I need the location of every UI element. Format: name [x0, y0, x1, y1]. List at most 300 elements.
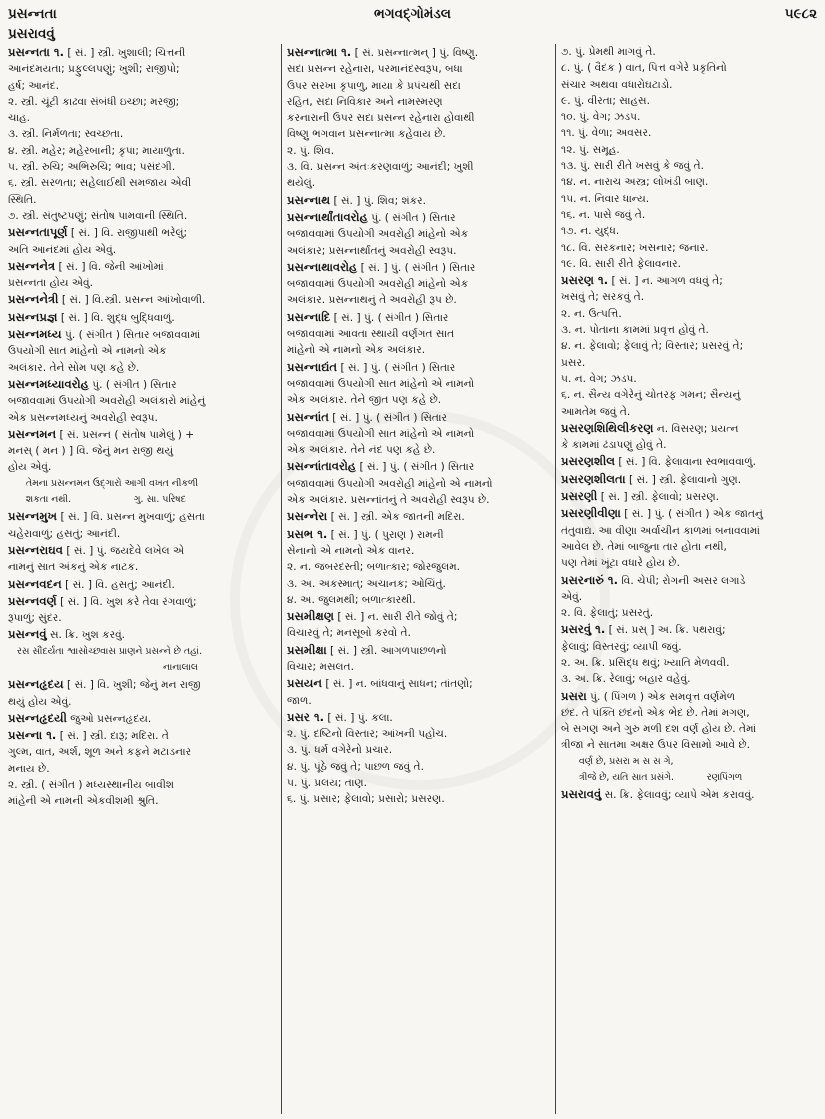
- headword: પ્રસન્નાથાવરોહ: [287, 259, 358, 274]
- entry-text: ૧૩. પું. સારી રીતે ખસવું કે જવું તે.: [561, 160, 705, 173]
- entry-text: પ્રસર.: [561, 356, 586, 369]
- entry-text: આવેલ છે. તેમાં બાજુના તાર હોતા નથી,: [561, 540, 727, 553]
- entry-text: હર્ષ; આનંદ.: [8, 79, 60, 92]
- entry-text: [ સં. ] પું. ( સંગીત ) એક જાતનું: [620, 508, 763, 521]
- headword: પ્રસન્નાદિ: [287, 309, 331, 324]
- headword: પ્રસન્નાત્મા ૧.: [287, 45, 352, 59]
- definition-line: [561, 523, 817, 539]
- definition-line: [287, 492, 549, 508]
- entry-text: ૪. પું. પૂંઠે જવું તે; પાછળ જવું તે.: [287, 760, 424, 773]
- entry-text: [ સં. ] સ્ત્રી. ફેલાવાનો ગુણ.: [625, 473, 742, 486]
- definition-line: [287, 175, 549, 191]
- entry-text: કે કામમાં ઢંડાપણું હોવું તે.: [561, 439, 667, 452]
- entry-text: [ સં. પ્રસન્ન ( સંતોષ પામેલું ) +: [56, 428, 195, 441]
- entry-headword-line: [287, 709, 549, 726]
- entry-text: વિચારવું તે; મનસૂબો કરવો તે.: [287, 627, 411, 640]
- definition-line: [8, 761, 277, 777]
- entry-text: થયેલું.: [287, 177, 316, 190]
- entry-text: ફેલાવું; વિસ્તરવું; વ્યાપી જવું.: [561, 640, 682, 653]
- entry-headword-line: [561, 505, 817, 522]
- definition-line: [287, 326, 549, 342]
- entry-text: ઉપયોગી સાત માંહેનો એ નામનો એક: [8, 345, 167, 358]
- entry-text: [ સં. ] પું. કલા.: [324, 711, 393, 724]
- entry-text: બે સગણ અને ગુરુ મળી દશ વર્ણ હોય છે. તેમાં: [561, 723, 757, 736]
- entry-text: ૩. વિ. પ્રસન્ન અંતઃકરણવાળું; આનંદી; ખુશી: [287, 161, 474, 174]
- entry-text: આમતેમ જવું તે.: [561, 405, 631, 418]
- entry-text: ૭. સ્ત્રી. સંતુષ્ટપણું; સંતોષ પામવાની સ્થિતિ.: [8, 209, 188, 222]
- entry-text: બજાવવામાં ઉપયોગી અવરોહી માંહેનો એક: [287, 228, 469, 241]
- headword: પ્રસન્નાંતાવરોહ: [287, 459, 357, 474]
- headword: પ્રસરણશિથિલીકરણ: [561, 420, 654, 435]
- definition-line: [287, 226, 549, 242]
- headword: પ્રસભ ૧.: [287, 526, 328, 541]
- definition-line: [8, 526, 277, 542]
- entry-text: [ સં. ] સ્ત્રી. દારૂ; મદિરા. તે: [56, 730, 169, 743]
- definition-line: [8, 610, 277, 626]
- entry-text: [ સં. ] પું. જયદેવે લખેલ એ: [63, 544, 185, 557]
- definition-line: [287, 243, 549, 259]
- definition-line: [287, 543, 549, 559]
- definition-line: [561, 289, 817, 305]
- entry-text: રસ સૌંદર્યતા શ્વાસોચ્છ્વાસ પ્રાણને પ્રસન્ને છે તહાં.: [8, 645, 203, 657]
- headword: પ્રસન્નહૃદય: [8, 677, 64, 692]
- page-number: ૫૯૮૨: [784, 6, 817, 22]
- entry-text: ૧૭. ન. યુદ્ધ.: [561, 225, 620, 238]
- definition-line: [8, 159, 277, 175]
- definition-line: [561, 174, 817, 190]
- entry-headword-line: [287, 309, 549, 326]
- entry-text: નામનું સાત અંકનું એક નાટક.: [8, 561, 139, 574]
- entry-text: [ સં. ] વિ. રાજીપાથી ભરેલું;: [67, 227, 188, 240]
- definition-line: [561, 555, 817, 571]
- definition-line: [561, 109, 817, 125]
- definition-line: [561, 322, 817, 338]
- entry-headword-line: [8, 258, 277, 275]
- definition-line: [561, 671, 817, 687]
- headword: પ્રસન્નમધ્યાવરોહ: [8, 376, 89, 391]
- entry-headword-line: [8, 626, 277, 643]
- definition-line: [561, 207, 817, 223]
- headword: પ્રસર ૧.: [287, 709, 325, 724]
- entry-headword-line: [8, 426, 277, 443]
- entry-headword-line: [287, 192, 549, 209]
- entry-headword-line: [287, 675, 549, 692]
- entry-text: છંદ. તે પંક્તિ છંદનો એક ભેદ છે. તેમાં મગણ,: [561, 706, 750, 719]
- entry-text: [ સં. ] પું. શિવ; શંકર.: [330, 194, 426, 207]
- entry-text: વિષ્ણુ ભગવાન પ્રસન્નાત્મા કહેવાય છે.: [287, 128, 446, 141]
- headword: પ્રસન્નેરા: [287, 509, 328, 524]
- entry-text: ૧૦. પું. વેગ; ઝડપ.: [561, 111, 641, 124]
- entry-headword-line: [8, 376, 277, 393]
- entry-text: ૧૨. પું. સમૂહ.: [561, 143, 620, 156]
- entry-text: એક અલંકાર. તેને નંદ પણ કહે છે.: [287, 444, 436, 457]
- entry-text: [ સં. ] પું. ( સંગીત ) સિતાર: [356, 461, 475, 474]
- entry-text: પ્રસન્નતા હોય એવું.: [8, 277, 94, 290]
- entry-headword-line: [287, 44, 549, 61]
- definition-line: [287, 759, 549, 775]
- entry-text: ત્રીજા ને સાતમા અક્ષર ઉપર વિસામો આવે છે.: [561, 739, 751, 752]
- entry-headword-line: [287, 526, 549, 543]
- entry-text: ૨. અ. ક્રિ. પ્રસિદ્ધ થવું; ખ્યાતિ મેળવવી.: [561, 656, 730, 669]
- entry-text: વિચાર; મસલત.: [287, 660, 354, 673]
- entry-headword-line: [8, 508, 277, 525]
- entry-headword-line: [287, 209, 549, 226]
- definition-line: [287, 426, 549, 442]
- definition-line: [8, 242, 277, 258]
- entry-headword-line: [8, 291, 277, 308]
- headword: પ્રસન્નાદ્યંત: [287, 359, 338, 374]
- entry-text: તંતુવાદ્ય. આ વીણા અર્વાચીન કાળમાં બનાવવામાં: [561, 524, 760, 537]
- entry-text: [ સં. ] વિ. ખુશી; જેનું મન રાજી: [63, 679, 201, 692]
- entry-text: ૩. પું. ધર્મ વગેરેનો પ્રચાર.: [287, 744, 393, 757]
- entry-headword-line: [287, 458, 549, 475]
- entry-headword-line: [8, 576, 277, 593]
- entry-headword-line: [8, 727, 277, 744]
- headword: પ્રસન્નતાપૂર્ણ: [8, 225, 68, 240]
- definition-line: [287, 61, 549, 77]
- entry-text: સદા પ્રસન્ન રહેનારા, પરમાનંદસ્વરૂપ, બધા: [287, 63, 463, 76]
- entry-text: અલંકાર. તેને સોમ પણ કહે છે.: [8, 361, 140, 374]
- entry-text: બજાવવામાં ઉપયોગી સાત માંહેનો એ નામનો: [287, 377, 475, 390]
- entry-text: ત્રીજે છે, યતિ સાત પ્રસંગે. રણપિંગળ: [561, 772, 743, 784]
- definition-line: [8, 459, 277, 475]
- entry-text: ૧૬. ન. પાસે જવું તે.: [561, 208, 646, 221]
- entry-text: રૂપાળું; સુંદર.: [8, 612, 62, 625]
- definition-line: [287, 292, 549, 308]
- entry-text: ૨. વિ. ફેલાતું; પ્રસરતું.: [561, 607, 654, 620]
- headword: પ્રસન્નહૃદયી: [8, 710, 67, 725]
- entry-headword-line: [561, 420, 817, 437]
- entry-headword-line: [287, 508, 549, 525]
- entry-text: પું. ( સંગીત ) સિતાર બજાવવામાં: [61, 329, 201, 342]
- entry-headword-line: [287, 608, 549, 625]
- entry-text: ૩. ન. પોતાના કામમાં પ્રવૃત્ત હોવું તે.: [561, 324, 709, 337]
- column-1: [8, 44, 277, 1114]
- entry-text: માંહેની એ નામની એકવીશમી શ્રુતિ.: [8, 795, 159, 808]
- definition-line: [8, 208, 277, 224]
- definition-line: [8, 78, 277, 94]
- definition-line: [561, 371, 817, 387]
- definition-line: [287, 94, 549, 110]
- entry-text: તેમના પ્રસન્નમન ઉદ્ગારો આગી વખત નીકળી: [8, 477, 199, 489]
- entry-headword-line: [561, 471, 817, 488]
- definition-line: [561, 60, 817, 76]
- entry-text: પું. ( પિંગળ ) એક સમવૃત્ત વર્ણમેળ: [586, 690, 736, 703]
- entry-text: હોય એવું.: [8, 461, 52, 474]
- entry-text: રહિત, સદા નિવિકાર અને નામસ્મરણ: [287, 95, 443, 108]
- definition-line: [287, 791, 549, 807]
- entry-headword-line: [561, 272, 817, 289]
- headword: પ્રસરણી: [561, 489, 598, 504]
- entry-text: ચાહ.: [8, 112, 30, 125]
- definition-line: [287, 78, 549, 94]
- entry-text: ગુલ્મ, વાત, અર્શ, શૂળ અને કફને મટાડનાર: [8, 746, 192, 759]
- definition-line: [8, 443, 277, 459]
- definition-line: [561, 93, 817, 109]
- header-sub-guideword: પ્રસરાવવું: [8, 26, 55, 42]
- entry-text: એક પ્રસન્નમધ્યનું અવરોહી સ્વરૂપ.: [8, 411, 158, 424]
- entry-headword-line: [8, 44, 277, 61]
- entry-text: [ સં. ] વિ. ફેલાવાના સ્વભાવવાળું.: [615, 456, 757, 469]
- entry-text: [ સં. પ્રસ્ ] અ. ક્રિ. પથરાવું;: [605, 624, 726, 637]
- definition-line: [287, 726, 549, 742]
- entry-text: [ સં. ] પું. ( સંગીત ) સિતાર: [330, 311, 449, 324]
- entry-text: એક અલંકાર. પ્રસન્નાંતનું તે અવરોહી સ્વરૂપ છે.: [287, 494, 490, 507]
- entry-text: ૯. પું. વીરતા; સાહસ.: [561, 94, 650, 107]
- definition-line: [8, 94, 277, 110]
- definition-line: [561, 737, 817, 753]
- definition-line: [287, 559, 549, 575]
- entry-text: [ સં. ] પું. ( સંગીત ) સિતાર: [337, 361, 456, 374]
- column-3: [555, 44, 817, 1114]
- entry-text: [ સં. ] પું. ( સંગીત ) સિતાર: [328, 411, 447, 424]
- entry-text: ૨. સ્ત્રી. ( સંગીત ) મધ્યસ્થાનીય બાવીશ: [8, 779, 175, 792]
- entry-text: [ સં. ] ન. બાંધવાનું સાધન; તાંતણો;: [322, 678, 473, 691]
- entry-text: ૪. ન. ફેલાવો; ફેલાવું તે; વિસ્તાર; પ્રસરવું તે;: [561, 340, 744, 353]
- entry-text: ૫. સ્ત્રી. રુચિ; અભિરુચિ; ભાવ; પસંદગી.: [8, 161, 176, 174]
- entry-text: બજાવવામાં ઉપયોગી અવરોહી માંહેનો એ નામનો: [287, 477, 493, 490]
- entry-headword-line: [8, 326, 277, 343]
- entry-text: પું. ( સંગીત ) સિતાર: [367, 211, 456, 224]
- definition-line: [8, 694, 277, 710]
- header-title: ભગવદ્ગોમંડલ: [374, 6, 451, 22]
- entry-text: ન. વિસરણ; પ્રયત્ન: [653, 422, 739, 435]
- page-subheader: [8, 26, 817, 44]
- entry-headword-line: [287, 259, 549, 276]
- definition-line: [8, 175, 277, 191]
- quotation-line: [8, 660, 277, 676]
- entry-text: ૨. પું. શિવ.: [287, 144, 335, 157]
- entry-text: ચહેરાવાળું; હસતું; આનંદી.: [8, 527, 121, 540]
- definition-line: [287, 342, 549, 358]
- entry-columns: [8, 44, 817, 1114]
- definition-line: [561, 77, 817, 93]
- definition-line: [561, 589, 817, 605]
- definition-line: [287, 693, 549, 709]
- headword: પ્રસરવું ૧.: [561, 622, 606, 637]
- definition-line: [561, 387, 817, 403]
- headword: પ્રસન્નવર્ણ: [8, 593, 57, 608]
- entry-text: ૬. પું. પ્રસાર; ફેલાવો; પ્રસારો; પ્રસરણ.: [287, 793, 445, 806]
- definition-line: [8, 343, 277, 359]
- entry-text: ૧૪. ન. નારાચ અસ્ત્ર; લોખંડી બાણ.: [561, 176, 709, 189]
- entry-headword-line: [8, 309, 277, 326]
- entry-text: ૫. ન. વેગ; ઝડપ.: [561, 372, 637, 385]
- entry-text: [ સં. ] વિ. જેની આંખોમાં: [55, 260, 164, 273]
- entry-text: બજાવવામાં આવતા સ્થાયી વર્ણગત સાત: [287, 328, 455, 341]
- headword: પ્રસન્નતા ૧.: [8, 45, 65, 59]
- definition-line: [287, 625, 549, 641]
- entry-text: ૨. પું. દષ્ટિનો વિસ્તાર; આંખની પહોંચ.: [287, 728, 448, 741]
- definition-line: [8, 275, 277, 291]
- definition-line: [561, 256, 817, 272]
- headword: પ્રસરણીવીણા: [561, 506, 621, 521]
- entry-text: ૧૮. વિ. સરકનાર; ખસનાર; જનાર.: [561, 241, 709, 254]
- entry-text: કરનારાની ઉપર સદા પ્રસન્ન રહેનારા હોવાથી: [287, 112, 475, 125]
- headword: પ્રસરણશીલ: [561, 454, 616, 469]
- definition-line: [561, 338, 817, 354]
- entry-text: પું. ( સંગીત ) સિતાર: [88, 378, 177, 391]
- definition-line: [561, 705, 817, 721]
- definition-line: [561, 306, 817, 322]
- definition-line: [561, 44, 817, 60]
- entry-text: જુઓ પ્રસન્નહૃદય.: [66, 712, 152, 725]
- entry-text: ઉપર સરખા કૃપાળુ, માયા કે પ્રપંચથી સદા: [287, 79, 461, 92]
- headword: પ્રસન્નાંત: [287, 409, 329, 424]
- headword: પ્રસરણ ૧.: [561, 273, 609, 288]
- definition-line: [287, 576, 549, 592]
- entry-text: એવું.: [561, 590, 583, 603]
- headword: પ્રસયન: [287, 676, 323, 691]
- headword: પ્રસન્નાથ: [287, 192, 331, 207]
- column-2: [281, 44, 549, 1114]
- headword: પ્રસન્ના ૧.: [8, 728, 57, 743]
- definition-line: [561, 223, 817, 239]
- definition-line: [561, 721, 817, 737]
- entry-text: [ સં. ] વિ. હસતું; આનંદી.: [61, 578, 175, 591]
- entry-text: એક અલંકાર. તેને જીત પણ કહે છે.: [287, 394, 442, 407]
- definition-line: [561, 125, 817, 141]
- definition-line: [561, 655, 817, 671]
- entry-text: અલંકાર; પ્રસન્નાર્થાંતનું અવરોહી સ્વરૂપ.: [287, 244, 457, 257]
- definition-line: [561, 142, 817, 158]
- entry-text: [ સં. પ્રસન્નાત્મન્ ] પું. વિષ્ણુ.: [351, 47, 479, 59]
- definition-line: [287, 775, 549, 791]
- entry-text: સ્થિતિ.: [8, 193, 37, 206]
- definition-line: [8, 777, 277, 793]
- definition-line: [287, 742, 549, 758]
- entry-headword-line: [287, 409, 549, 426]
- entry-text: [ સં. ] સ્ત્રી. ફેલાવો; પ્રસરણ.: [597, 491, 720, 504]
- entry-text: થયું હોય એવું.: [8, 695, 72, 708]
- headword: પ્રસરનારું ૧.: [561, 572, 619, 587]
- definition-line: [8, 110, 277, 126]
- headword: પ્રસન્નનેત્ર: [8, 258, 56, 273]
- headword: પ્રસન્નમુખ: [8, 509, 58, 524]
- entry-text: [ સં. ] પું. ( પુરાણ ) રામની: [327, 528, 444, 541]
- header-left-guideword: પ્રસન્નતા: [8, 6, 57, 22]
- entry-headword-line: [8, 676, 277, 693]
- headword: પ્રસન્નનેત્રી: [8, 292, 59, 307]
- entry-headword-line: [287, 642, 549, 659]
- entry-headword-line: [561, 453, 817, 470]
- definition-line: [287, 143, 549, 159]
- definition-line: [561, 191, 817, 207]
- definition-line: [561, 639, 817, 655]
- headword: પ્રસન્નવદન: [8, 576, 62, 591]
- definition-line: [561, 355, 817, 371]
- entry-text: સ. ક્રિ. ફેલાવવું; વ્યાપે એમ કરાવવું.: [601, 789, 755, 802]
- entry-headword-line: [8, 593, 277, 610]
- entry-text: ૩. અ. ક્રિ. રેલાવું; બહાર વહેવું.: [561, 673, 691, 686]
- entry-text: માંહેનો એ નામનો એક અલંકાર.: [287, 344, 426, 357]
- entry-headword-line: [287, 359, 549, 376]
- entry-text: બજાવવામાં ઉપયોગી સાત માંહેનો એ નામનો: [287, 427, 475, 440]
- headword: પ્રસરણશીલતા: [561, 471, 626, 486]
- entry-headword-line: [561, 488, 817, 505]
- definition-line: [287, 476, 549, 492]
- entry-text: ૨. સ્ત્રી. ચૂંટી કાઢવા સંબંધી ઇચ્છા; મરજી;: [8, 95, 180, 108]
- quotation-line: [8, 492, 277, 508]
- entry-text: [ સં. ] સ્ત્રી. એક જાતની મદિરા.: [327, 511, 465, 524]
- headword: પ્રસરા: [561, 688, 587, 703]
- definition-line: [287, 276, 549, 292]
- definition-line: [8, 143, 277, 159]
- entry-text: વિ. ચેપી; રોગની અસર લગાડે: [618, 574, 746, 587]
- definition-line: [287, 592, 549, 608]
- definition-line: [8, 360, 277, 376]
- definition-line: [561, 158, 817, 174]
- entry-headword-line: [561, 688, 817, 705]
- entry-text: [ સં. ] ન. આગળ વધવું તે;: [608, 275, 723, 288]
- headword: પ્રસન્નરાઘવ: [8, 542, 63, 557]
- entry-headword-line: [8, 710, 277, 727]
- entry-text: મનાય છે.: [8, 762, 50, 775]
- entry-text: ૧૫. ન. નિવાર ધાન્ય.: [561, 192, 650, 205]
- entry-text: ૧૯. વિ. સારી રીતે ફેલાવનાર.: [561, 257, 681, 270]
- definition-line: [287, 159, 549, 175]
- entry-headword-line: [561, 621, 817, 638]
- headword: પ્રસરાવવું: [561, 787, 602, 802]
- entry-text: [ સં. ] વિ. શુદ્ધ બુદ્ધિવાળું.: [57, 311, 175, 324]
- entry-text: [ સં. ] વિ. પ્રસન્ન મુખવાળું; હસતા: [57, 511, 205, 524]
- entry-text: [ સં. ] પું. ( સંગીત ) સિતાર: [357, 261, 476, 274]
- entry-text: અતિ આનંદમાં હોય એવું.: [8, 243, 117, 256]
- entry-text: [ સં. ] સ્ત્રી. આગળપાછળનો: [326, 644, 447, 657]
- definition-line: [8, 410, 277, 426]
- entry-text: ૧૧. પું. વેળા; અવસર.: [561, 127, 652, 140]
- headword: પ્રસન્નપ્રજ્ઞ: [8, 309, 58, 324]
- entry-text: બજાવવામાં ઉપયોગી અવરોહી માંહેનો એક: [287, 278, 469, 291]
- entry-text: બજાવવામાં ઉપયોગી અવરોહી અલંકારો માંહેનું: [8, 395, 206, 408]
- definition-line: [561, 240, 817, 256]
- definition-line: [8, 61, 277, 77]
- definition-line: [8, 126, 277, 142]
- entry-headword-line: [8, 542, 277, 559]
- entry-text: ખસવું તે; સરકવું તે.: [561, 291, 645, 304]
- entry-text: જાળ.: [287, 694, 312, 707]
- definition-line: [287, 110, 549, 126]
- definition-line: [561, 404, 817, 420]
- entry-text: મનસ્ ( મન ) ] વિ. જેનું મન રાજી થયું: [8, 445, 174, 458]
- entry-headword-line: [561, 572, 817, 589]
- entry-text: ૬. ન. સૈન્ય વગેરેનું ચોતરફ ગમન; સૈન્યનું: [561, 389, 741, 402]
- entry-text: [ સં. ] વિ.સ્ત્રી. પ્રસન્ન આંખોવાળી.: [58, 294, 206, 307]
- definition-line: [8, 393, 277, 409]
- definition-line: [561, 539, 817, 555]
- headword: પ્રસન્નમધ્ય: [8, 327, 62, 342]
- definition-line: [8, 559, 277, 575]
- entry-text: પણ તેમાં ખૂંટા વધારે હોય છે.: [561, 557, 680, 570]
- entry-text: ૫. પું. પ્રલય; તાણ.: [287, 777, 368, 790]
- definition-line: [287, 442, 549, 458]
- entry-text: ૪. અ. જુલમથી; બળાત્કારથી.: [287, 593, 416, 606]
- entry-text: આનંદમયતા; પ્રફુલ્લપણું; ખુશી; રાજીપો;: [8, 63, 180, 76]
- entry-text: [ સં. ] ન. સારી રીતે જોવું તે;: [333, 611, 458, 624]
- entry-headword-line: [8, 224, 277, 241]
- entry-text: સ. ક્રિ. ખુશ કરવું.: [46, 629, 126, 642]
- entry-text: [ સં. ] સ્ત્રી. ખુશાલી; ચિત્તની: [64, 47, 186, 59]
- quotation-line: [8, 644, 277, 660]
- definition-line: [8, 744, 277, 760]
- entry-text: ૩. સ્ત્રી. નિર્મળતા; સ્વચ્છતા.: [8, 128, 124, 141]
- headword: પ્રસમીક્ષણ: [287, 609, 334, 624]
- headword: પ્રસન્નવું: [8, 627, 47, 642]
- headword: પ્રસન્નાર્થાંતાવરોહ: [287, 209, 368, 224]
- entry-text: નાનાલાલ: [8, 661, 198, 673]
- entry-headword-line: [561, 786, 817, 803]
- quotation-line: [561, 754, 817, 770]
